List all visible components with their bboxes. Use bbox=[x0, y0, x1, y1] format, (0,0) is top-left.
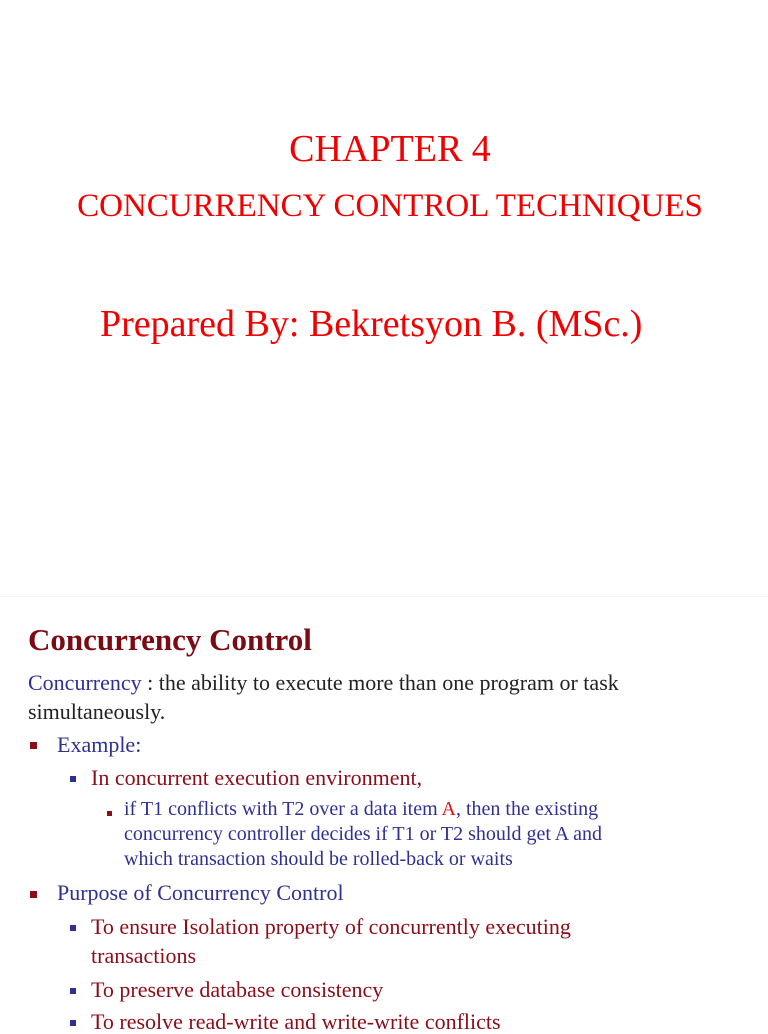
author-line: Prepared By: Bekretsyon B. (MSc.) bbox=[100, 303, 643, 345]
detail-text: if T1 conflicts with T2 over a data item bbox=[124, 798, 442, 820]
example-label: Example: bbox=[57, 732, 142, 757]
data-item-a: A bbox=[441, 798, 456, 820]
chapter-subtitle: CONCURRENCY CONTROL TECHNIQUES bbox=[77, 188, 703, 224]
bullet-icon bbox=[70, 1020, 76, 1026]
detail-text: , then the existing bbox=[455, 798, 599, 820]
purpose-item: To ensure Isolation property of concurrently executing bbox=[91, 914, 571, 939]
example-detail-2: concurrency controller decides if T1 or T2 should get A and bbox=[124, 823, 603, 845]
purpose-label: Purpose of Concurrency Control bbox=[57, 880, 344, 905]
definition-text-2: simultaneously. bbox=[28, 699, 166, 724]
purpose-item: To resolve read-write and write-write conflicts bbox=[91, 1009, 501, 1034]
example-detail-3: which transaction should be rolled-back or waits bbox=[124, 848, 513, 870]
slide-heading: Concurrency Control bbox=[28, 622, 312, 657]
slide-divider bbox=[0, 596, 768, 597]
purpose-item: To preserve database consistency bbox=[91, 977, 384, 1002]
bullet-icon bbox=[70, 988, 76, 994]
example-sub: In concurrent execution environment, bbox=[91, 765, 423, 790]
chapter-title: CHAPTER 4 bbox=[289, 128, 491, 170]
definition-text: : the ability to execute more than one program or task bbox=[141, 670, 619, 695]
bullet-icon bbox=[107, 811, 112, 816]
bullet-icon bbox=[30, 742, 37, 749]
example-detail-1 bbox=[124, 798, 598, 821]
bullet-icon bbox=[30, 891, 37, 898]
purpose-item-cont: transactions bbox=[91, 943, 197, 968]
bullet-icon bbox=[70, 776, 76, 782]
definition-line bbox=[28, 670, 619, 695]
definition-term: Concurrency bbox=[28, 670, 142, 695]
bullet-icon bbox=[70, 925, 76, 931]
